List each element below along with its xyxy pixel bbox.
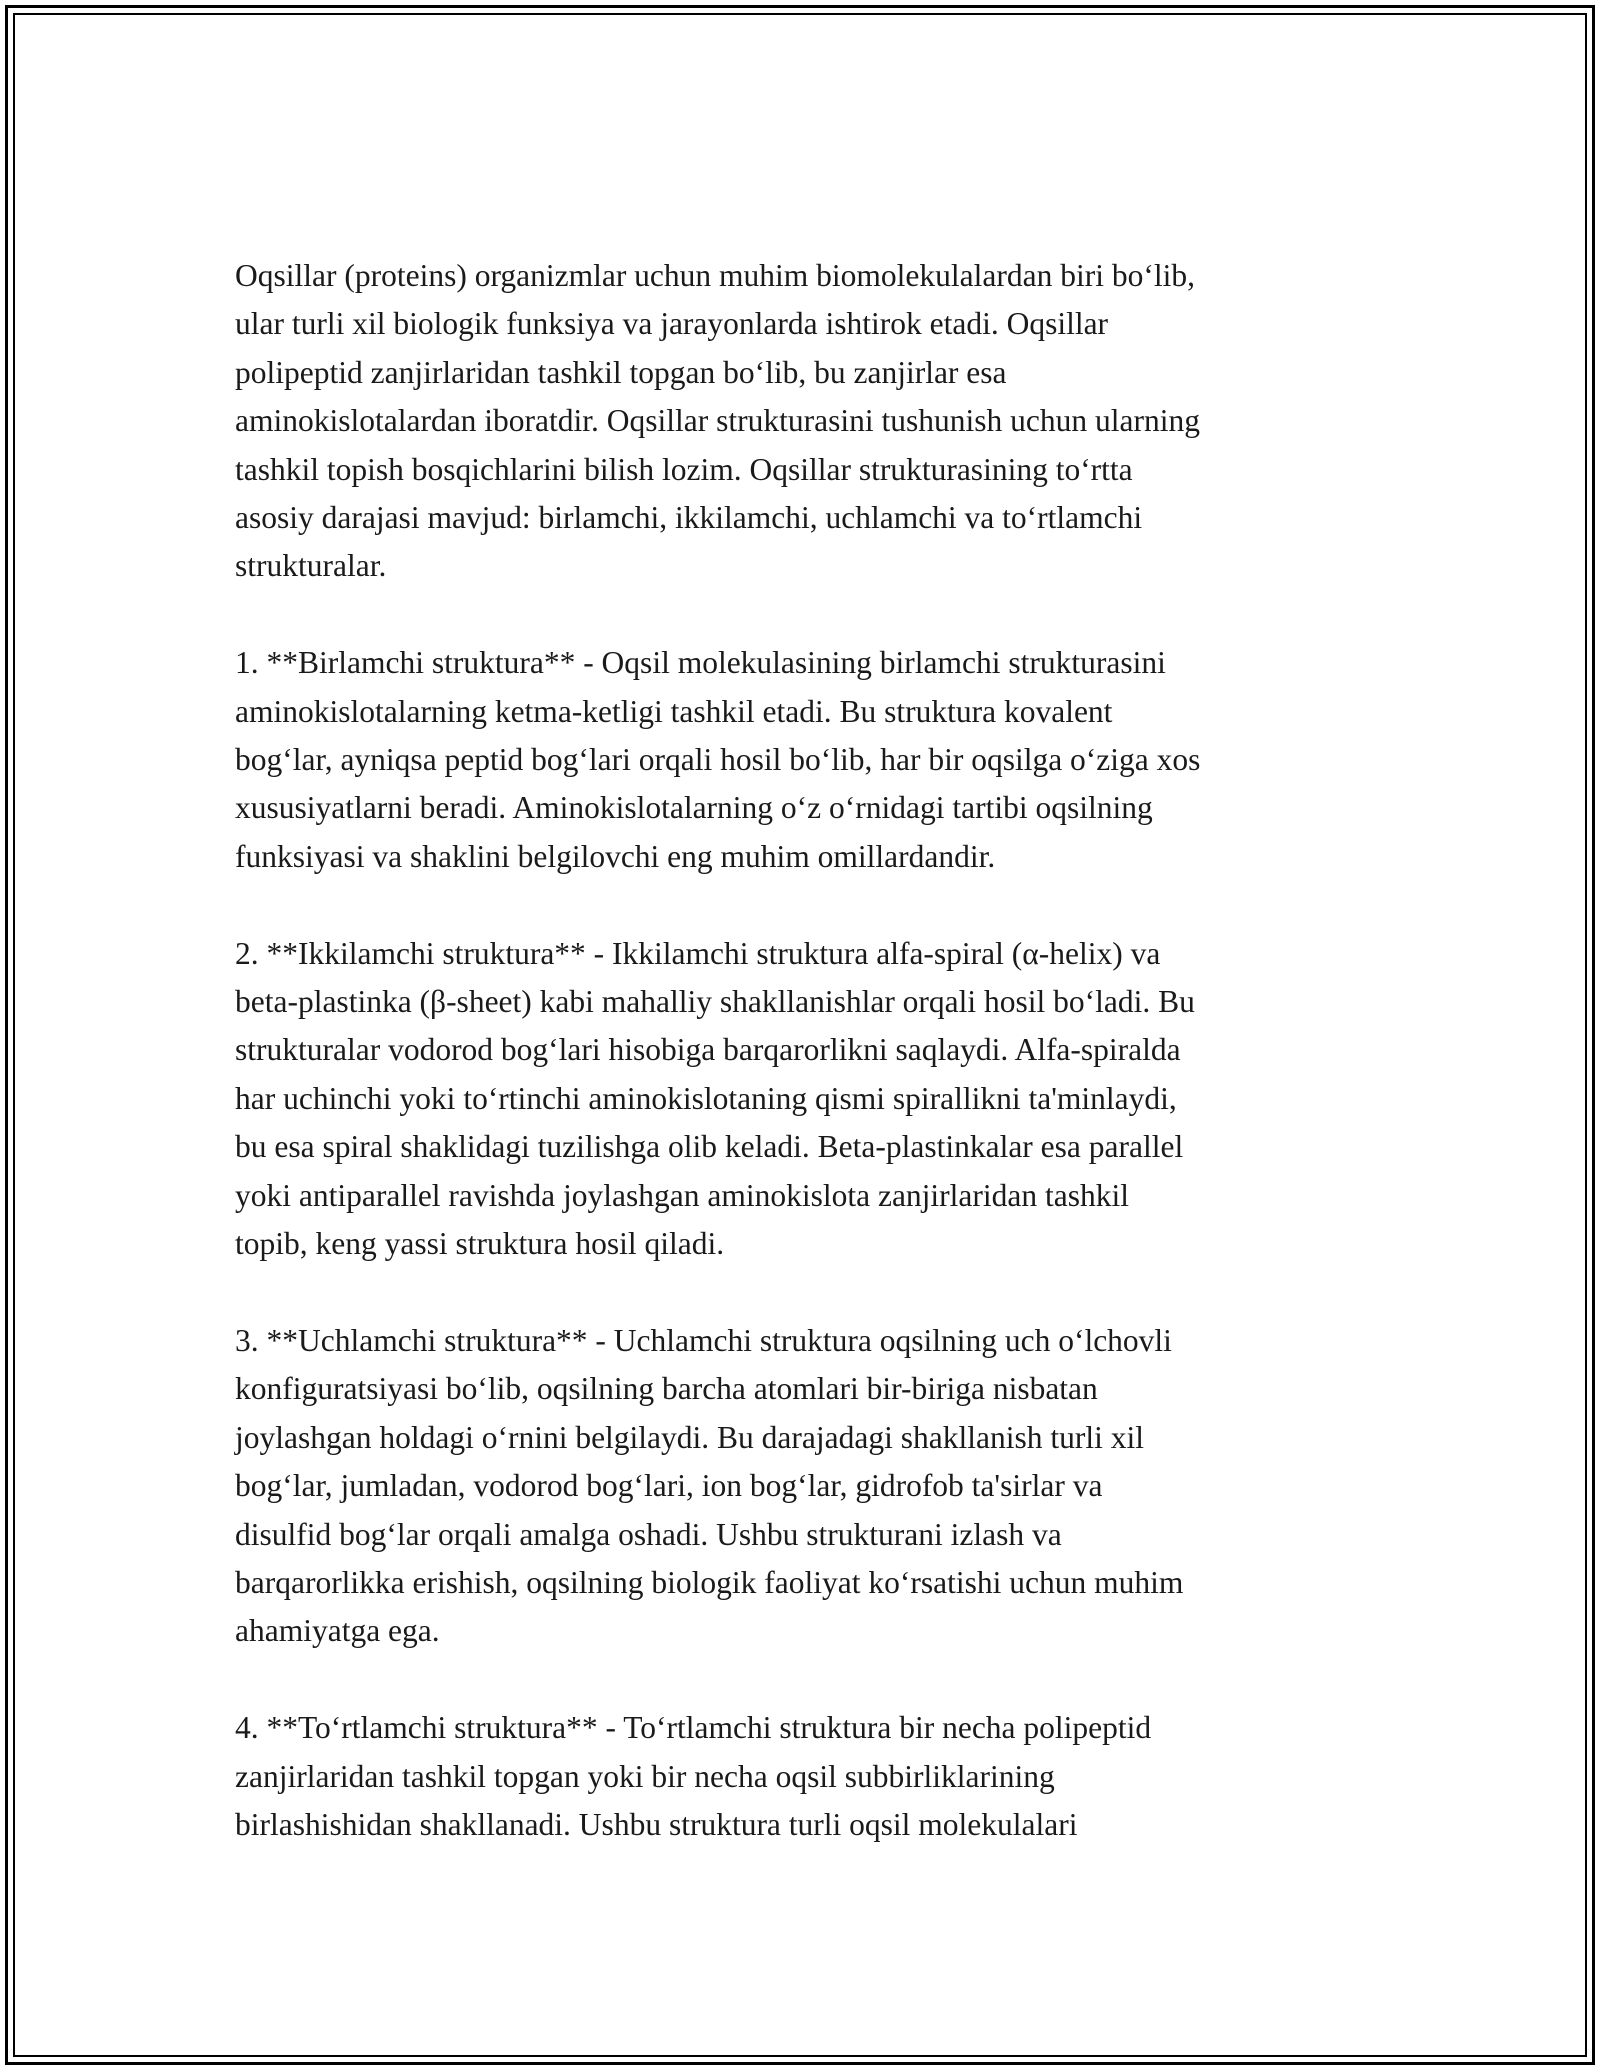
text-line: ular turli xil biologik funksiya va jarayonlarda ishtirok etadi. Oqsillar <box>235 306 1109 342</box>
text-line: 3. **Uchlamchi struktura** - Uchlamchi struktura oqsilning uch o‘lchovli <box>235 1322 1172 1358</box>
text-line: bog‘lar, jumladan, vodorod bog‘lari, ion bog‘lar, gidrofob ta'sirlar va <box>235 1468 1103 1504</box>
document-body <box>235 252 1365 1898</box>
text-line: xususiyatlarni beradi. Aminokislotalarning o‘z o‘rnidagi tartibi oqsilning <box>235 790 1153 826</box>
text-line: aminokislotalarning ketma-ketligi tashkil etadi. Bu struktura kovalent <box>235 693 1113 729</box>
text-line: bu esa spiral shaklidagi tuzilishga olib keladi. Beta-plastinkalar esa parallel <box>235 1129 1184 1165</box>
text-line: Oqsillar (proteins) organizmlar uchun muhim biomolekulalardan biri bo‘lib, <box>235 258 1195 293</box>
quaternary-structure-paragraph <box>235 1704 1365 1849</box>
text-line: polipeptid zanjirlaridan tashkil topgan bo‘lib, bu zanjirlar esa <box>235 354 1007 390</box>
text-line: konfiguratsiyasi bo‘lib, oqsilning barcha atomlari bir-biriga nisbatan <box>235 1371 1098 1407</box>
text-line: 1. **Birlamchi struktura** - Oqsil molekulasining birlamchi strukturasini <box>235 645 1166 681</box>
text-line: aminokislotalardan iboratdir. Oqsillar strukturasini tushunish uchun ularning <box>235 403 1200 439</box>
primary-structure-paragraph <box>235 639 1365 881</box>
text-line: zanjirlaridan tashkil topgan yoki bir necha oqsil subbirliklarining <box>235 1758 1055 1794</box>
intro-paragraph <box>235 252 1365 591</box>
text-line: birlashishidan shakllanadi. Ushbu struktura turli oqsil molekulalari <box>235 1806 1078 1842</box>
text-line: har uchinchi yoki to‘rtinchi aminokislotaning qismi spirallikni ta'minlaydi, <box>235 1080 1177 1116</box>
text-line: bog‘lar, ayniqsa peptid bog‘lari orqali hosil bo‘lib, har bir oqsilga o‘ziga xos <box>235 742 1201 778</box>
text-line: strukturalar. <box>235 548 387 584</box>
text-line: 4. **To‘rtlamchi struktura** - To‘rtlamchi struktura bir necha polipeptid <box>235 1710 1152 1746</box>
text-line: funksiyasi va shaklini belgilovchi eng muhim omillardandir. <box>235 838 996 874</box>
text-line: ahamiyatga ega. <box>235 1613 440 1649</box>
text-line: beta-plastinka (β-sheet) kabi mahalliy shakllanishlar orqali hosil bo‘ladi. Bu <box>235 984 1195 1020</box>
text-line: joylashgan holdagi o‘rnini belgilaydi. Bu darajadagi shakllanish turli xil <box>235 1419 1144 1455</box>
tertiary-structure-paragraph <box>235 1317 1365 1656</box>
text-line: yoki antiparallel ravishda joylashgan aminokislota zanjirlaridan tashkil <box>235 1177 1129 1213</box>
text-line: disulfid bog‘lar orqali amalga oshadi. Ushbu strukturani izlash va <box>235 1516 1062 1552</box>
text-line: topib, keng yassi struktura hosil qiladi. <box>235 1226 725 1262</box>
text-line: barqarorlikka erishish, oqsilning biologik faoliyat ko‘rsatishi uchun muhim <box>235 1564 1184 1600</box>
text-line: tashkil topish bosqichlarini bilish lozim. Oqsillar strukturasining to‘rtta <box>235 451 1133 487</box>
text-line: strukturalar vodorod bog‘lari hisobiga barqarorlikni saqlaydi. Alfa-spiralda <box>235 1032 1181 1068</box>
text-line: asosiy darajasi mavjud: birlamchi, ikkilamchi, uchlamchi va to‘rtlamchi <box>235 500 1143 536</box>
secondary-structure-paragraph <box>235 930 1365 1269</box>
text-line: 2. **Ikkilamchi struktura** - Ikkilamchi struktura alfa-spiral (α-helix) va <box>235 935 1161 971</box>
